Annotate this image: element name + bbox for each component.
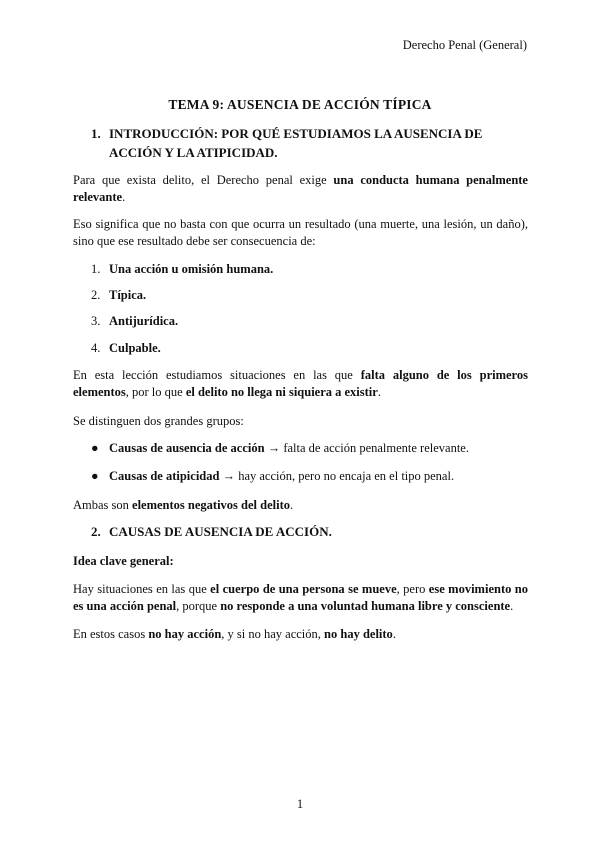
paragraph-conduct [73, 172, 528, 206]
paragraph-groups [73, 413, 528, 430]
paragraph-negative-elements [73, 497, 528, 514]
paragraph-text: , porque [176, 599, 221, 613]
paragraph-bold: una conducta humana penalmente relevante [73, 173, 528, 204]
bullet-bold: Causas de ausencia de acción [109, 441, 265, 455]
paragraph-bold: Idea clave general: [73, 554, 174, 568]
list-number: 4. [91, 341, 101, 355]
list-item [91, 313, 178, 330]
paragraph-bold: no hay acción [148, 627, 222, 641]
list-item [91, 340, 161, 357]
list-text: Culpable. [109, 341, 161, 355]
paragraph-body-movement [73, 581, 528, 615]
bullet-bold: Causas de atipicidad [109, 469, 220, 483]
paragraph-text: Se distinguen dos grandes grupos: [73, 414, 244, 428]
section-2-title: CAUSAS DE AUSENCIA DE ACCIÓN. [109, 524, 332, 539]
paragraph-conclusion [73, 626, 528, 643]
key-idea-heading [73, 553, 528, 570]
paragraph-bold: no responde a una voluntad humana libre y consciente [220, 599, 511, 613]
paragraph-bold: el delito no llega ni siquiera a existir [185, 385, 378, 399]
section-1-title-line1: INTRODUCCIÓN: POR QUÉ ESTUDIAMOS LA AUSENCIA DE [109, 126, 483, 141]
paragraph-bold: elementos negativos del delito [132, 498, 290, 512]
paragraph-text: , pero [396, 582, 429, 596]
bullet-text: → falta de acción penalmente relevante. [264, 441, 469, 455]
paragraph-text: . [392, 627, 396, 641]
section-2-heading [91, 522, 527, 541]
paragraph-result [73, 216, 528, 250]
section-1-title-line2: ACCIÓN Y LA ATIPICIDAD. [109, 145, 278, 160]
section-2-number: 2. [91, 524, 101, 539]
paragraph-text: Ambas son [73, 498, 133, 512]
list-item [91, 287, 146, 304]
list-text: Antijurídica. [109, 314, 179, 328]
paragraph-text: . [122, 190, 126, 204]
bullet-icon: ● [91, 441, 99, 455]
paragraph-text: . [510, 599, 514, 613]
section-1-number: 1. [91, 126, 101, 141]
page-number: 1 [296, 797, 304, 811]
paragraph-text: , y si no hay acción, [221, 627, 325, 641]
bullet-item [91, 468, 454, 485]
paragraph-text: Eso significa que no basta con que ocurra un resultado (una muerte, una lesión, un daño), sino que ese resultado debe ser consecuencia de: [73, 217, 528, 248]
page-title: TEMA 9: AUSENCIA DE ACCIÓN TÍPICA [168, 97, 432, 112]
paragraph-text: En esta lección estudiamos situaciones en las que [73, 368, 361, 382]
list-number: 2. [91, 288, 101, 302]
paragraph-text: . [290, 498, 294, 512]
paragraph-missing-elements [73, 367, 528, 401]
paragraph-bold: ese movimiento no es una acción penal [73, 582, 528, 613]
list-number: 3. [91, 314, 101, 328]
section-1-heading [91, 124, 527, 162]
paragraph-text: Para que exista delito, el Derecho penal exige [73, 173, 334, 187]
paragraph-bold: falta alguno de los primeros elementos [73, 368, 528, 399]
bullet-icon: ● [91, 469, 99, 483]
paragraph-text: . [377, 385, 381, 399]
list-text: Típica. [109, 288, 147, 302]
bullet-text: → hay acción, pero no encaja en el tipo penal. [219, 469, 455, 483]
paragraph-bold: el cuerpo de una persona se mueve [210, 582, 397, 596]
bullet-item [91, 440, 469, 457]
list-item [91, 261, 273, 278]
running-header: Derecho Penal (General) [402, 38, 527, 52]
paragraph-text: En estos casos [73, 627, 149, 641]
paragraph-text: , por lo que [125, 385, 186, 399]
paragraph-text: Hay situaciones en las que [73, 582, 211, 596]
paragraph-bold: no hay delito [324, 627, 393, 641]
list-number: 1. [91, 262, 101, 276]
list-text: Una acción u omisión humana. [109, 262, 274, 276]
